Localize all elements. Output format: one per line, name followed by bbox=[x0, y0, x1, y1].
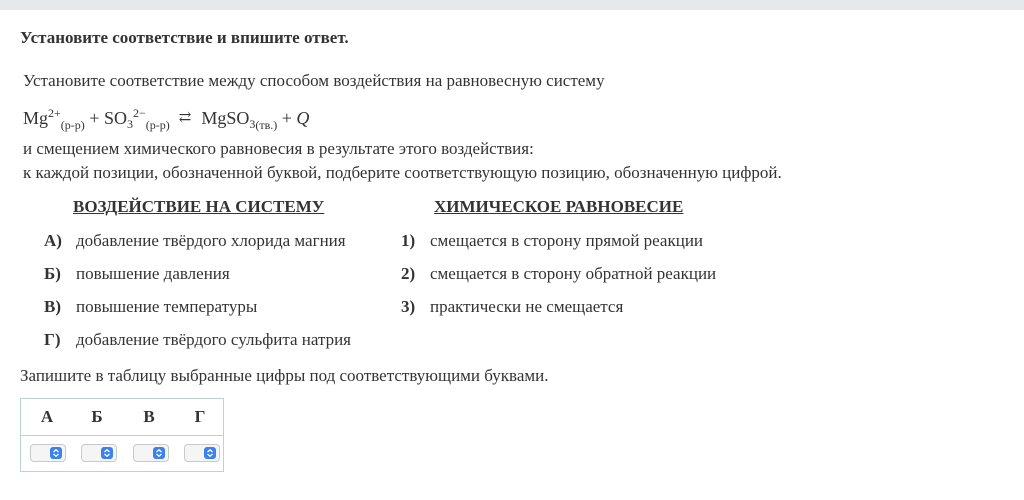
eq-mg-state: (р-р) bbox=[60, 118, 85, 132]
left-item-text: добавление твёрдого сульфита натрия bbox=[76, 330, 352, 349]
left-item-text: повышение давления bbox=[76, 264, 230, 283]
answer-header-g: Г bbox=[194, 407, 206, 426]
right-item-key: 3) bbox=[401, 297, 416, 316]
right-item-text: смещается в сторону прямой реакции bbox=[430, 231, 704, 250]
left-item-key: А) bbox=[44, 231, 62, 250]
answer-select-g[interactable] bbox=[184, 444, 220, 462]
answer-header-v: В bbox=[143, 407, 155, 426]
right-item-key: 2) bbox=[401, 264, 416, 283]
select-chevron-icon bbox=[101, 447, 113, 459]
answer-header-b: Б bbox=[91, 407, 103, 426]
eq-so: SO bbox=[103, 108, 127, 128]
eq-plus-1: + bbox=[84, 108, 104, 128]
right-item-text: практически не смещается bbox=[430, 297, 624, 316]
eq-product-state: (тв.) bbox=[255, 118, 278, 132]
answer-header-a: А bbox=[40, 407, 54, 426]
top-bar bbox=[0, 0, 1024, 10]
task-title: Установите соответствие и впишите ответ. bbox=[20, 28, 349, 47]
statement-line-3: и смещением химического равновесия в результате этого воздействия: bbox=[23, 139, 534, 158]
answer-instruction: Запишите в таблицу выбранные цифры под соответствующими буквами. bbox=[20, 366, 549, 385]
eq-product-index: 3 bbox=[249, 117, 256, 131]
left-item-key: В) bbox=[44, 297, 61, 316]
eq-heat: Q bbox=[296, 108, 310, 128]
right-column-header: ХИМИЧЕСКОЕ РАВНОВЕСИЕ bbox=[434, 197, 684, 216]
left-item-text: повышение температуры bbox=[76, 297, 258, 316]
equilibrium-arrow: ⇄ bbox=[178, 110, 192, 126]
answer-table bbox=[20, 398, 224, 472]
right-item-text: смещается в сторону обратной реакции bbox=[430, 264, 717, 283]
statement-line-4: к каждой позиции, обозначенной буквой, подберите соответствующую позицию, обозначенную цифрой. bbox=[23, 163, 782, 182]
left-item-key: Б) bbox=[44, 264, 61, 283]
eq-so-charge: 2− bbox=[132, 106, 146, 120]
answer-select-v[interactable] bbox=[133, 444, 169, 462]
select-chevron-icon bbox=[153, 447, 165, 459]
select-chevron-icon bbox=[204, 447, 216, 459]
left-item-key: Г) bbox=[44, 330, 61, 349]
eq-so-state: (р-р) bbox=[145, 118, 170, 132]
eq-plus-2: + bbox=[277, 108, 297, 128]
answer-select-b[interactable] bbox=[81, 444, 117, 462]
left-item-text: добавление твёрдого хлорида магния bbox=[76, 231, 346, 250]
left-column-header: ВОЗДЕЙСТВИЕ НА СИСТЕМУ bbox=[73, 197, 325, 216]
answer-select-a[interactable] bbox=[30, 444, 66, 462]
eq-product: MgSO bbox=[201, 108, 250, 128]
select-chevron-icon bbox=[50, 447, 62, 459]
eq-mg: Mg bbox=[23, 108, 49, 128]
right-item-key: 1) bbox=[401, 231, 416, 250]
reaction-equation bbox=[23, 106, 309, 132]
eq-mg-charge: 2+ bbox=[48, 106, 61, 120]
eq-so-index: 3 bbox=[126, 117, 133, 131]
statement-line-1: Установите соответствие между способом воздействия на равновесную систему bbox=[23, 71, 605, 90]
